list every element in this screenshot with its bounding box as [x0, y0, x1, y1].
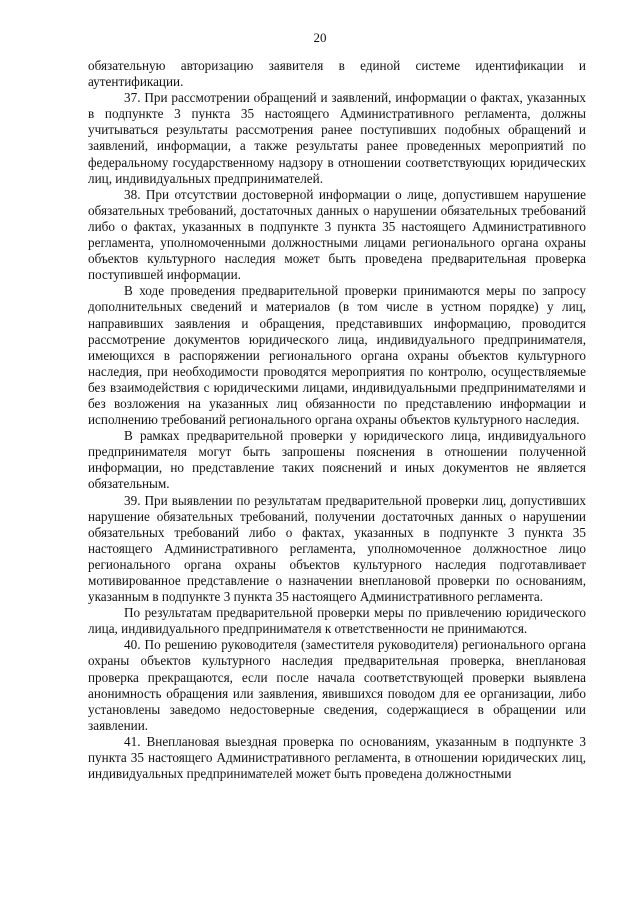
- paragraph-41: 41. Внеплановая выездная проверка по основаниям, указанным в подпункте 3 пункта 35 настоящего Административного регламента, в отношении юридических лиц, индивидуальных предпринимателей может быть проведена должностными: [88, 733, 586, 782]
- document-body: [88, 58, 586, 782]
- paragraph-40: 40. По решению руководителя (заместителя руководителя) регионального органа охраны объектов культурного наследия предварительная проверка, внеплановая проверка прекращаются, если после начала соответствующей проверки выявлена анонимность обращения или заявления, явившихся поводом для ее организации, либо установлены заведомо недостоверные сведения, содержащиеся в обращении или заявлении.: [88, 637, 586, 733]
- paragraph-37: 37. При рассмотрении обращений и заявлений, информации о фактах, указанных в подпункте 3 пункта 35 настоящего Административного регламента, должны учитываться результаты рассмотрения ранее поступивших подобных обращений и заявлений, информации, а также результаты ранее проведенных мероприятий по федеральному государственному надзору в отношении соответствующих юридических лиц, индивидуальных предпринимателей.: [88, 90, 586, 186]
- paragraph-38: 38. При отсутствии достоверной информации о лице, допустившем нарушение обязательных требований, достаточных данных о нарушении обязательных требований либо о фактах, указанных в подпункте 3 пункта 35 настоящего Административного регламента, уполномоченными должностными лицами регионального органа охраны объектов культурного наследия может быть проведена предварительная проверка поступившей информации.: [88, 186, 586, 283]
- paragraph-explanations-request: В рамках предварительной проверки у юридического лица, индивидуального предпринимателя могут быть запрошены пояснения в отношении полученной информации, но представление таких пояснений и иных документов не является обязательным.: [88, 428, 586, 492]
- paragraph-authorization-continued: обязательную авторизацию заявителя в единой системе идентификации и аутентификации.: [88, 58, 586, 90]
- paragraph-39: 39. При выявлении по результатам предварительной проверки лиц, допустивших нарушение обязательных требований, получении достаточных данных о нарушении обязательных требований либо о фактах, указанных в подпункте 3 пункта 35 настоящего Административного регламента, уполномоченное должностное лицо регионального органа охраны объектов культурного наследия подготавливает мотивированное представление о назначении внеплановой проверки по основаниям, указанным в подпункте 3 пункта 35 настоящего Административного регламента.: [88, 492, 586, 605]
- paragraph-preliminary-check-measures: В ходе проведения предварительной проверки принимаются меры по запросу дополнительных сведений и материалов (в том числе в устном порядке) у лиц, направивших заявления и обращения, представивших информацию, проводится рассмотрение документов юридического лица, индивидуального предпринимателя, имеющихся в распоряжении регионального органа охраны объектов культурного наследия, при необходимости проводятся мероприятия по контролю, осуществляемые без взаимодействия с юридическими лицами, индивидуальными предпринимателями и без возложения на указанных лиц обязанности по представлению информации и исполнению требований регионального органа охраны объектов культурного наследия.: [88, 283, 586, 428]
- page-number: 20: [313, 30, 327, 45]
- paragraph-no-liability-measures: По результатам предварительной проверки меры по привлечению юридического лица, индивидуального предпринимателя к ответственности не принимаются.: [88, 605, 586, 637]
